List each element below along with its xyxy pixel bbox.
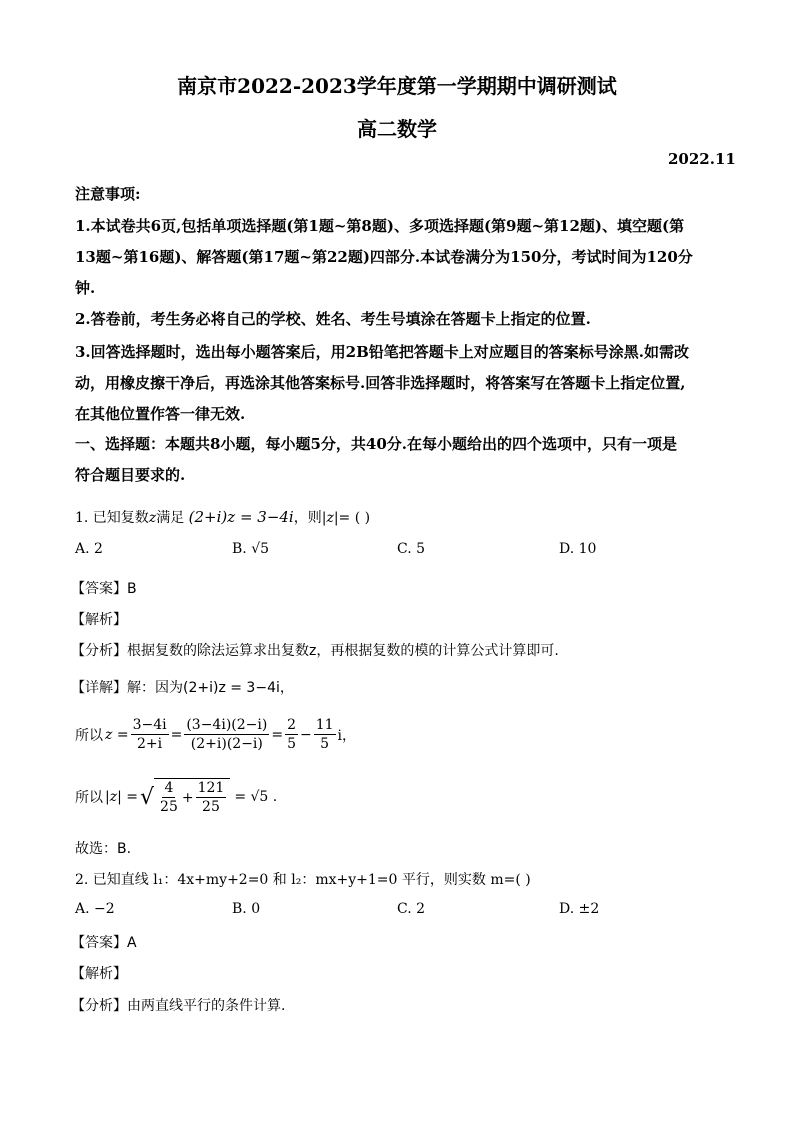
q2-answer [71, 932, 137, 952]
notes-heading: 注意事项: [75, 185, 141, 203]
q1-step2-tail: = √5 . [234, 789, 278, 805]
exam-subtitle: 高二数学 [357, 117, 437, 141]
note-3-line-1: 3.回答选择题时，选出每小题答案后，用2B铅笔把答题卡上对应题目的答案标号涂黑.如需改 [75, 343, 690, 361]
q1-answer-label: 【答案】 [71, 581, 127, 597]
q1-fenxi-text: 根据复数的除法运算求出复数z，再根据复数的模的计算公式计算即可. [127, 643, 559, 659]
q1-step1-frac-2-den: (2+i)(2−i) [190, 736, 263, 752]
q1-step1-frac-2 [184, 716, 269, 753]
q2-answer-value: A [127, 935, 137, 951]
section-1-line-1: 一、选择题：本题共8小题，每小题5分，共40分.在每小题给出的四个选项中，只有一项是 [75, 435, 677, 453]
q1-step1-frac-4 [314, 716, 336, 753]
note-3-line-2: 动，用橡皮擦干净后，再选涂其他答案标号.回答非选择题时，将答案写在答题卡上指定位置, [75, 374, 686, 392]
q1-step2-frac-2-den: 25 [202, 799, 220, 815]
q1-conclusion: 故选：B. [75, 841, 132, 857]
question-2-stem: 2. 已知直线 l₁：4x+my+2=0 和 l₂：mx+y+1=0 平行，则实数 m=( ) [75, 872, 531, 888]
note-1-line-1: 1.本试卷共6页,包括单项选择题(第1题~第8题)、多项选择题(第9题~第12题)、填空题(第 [75, 217, 685, 235]
q1-step2-frac-2-num: 121 [197, 780, 225, 796]
q1-step2-frac-1-num: 4 [164, 780, 174, 796]
q2-option-c: C. 2 [397, 901, 426, 917]
q2-option-a: A. −2 [75, 901, 115, 917]
q1-step1-frac-4-den: 5 [320, 736, 330, 752]
note-2: 2.答卷前，考生务必将自己的学校、姓名、考生号填涂在答题卡上指定的位置. [75, 310, 591, 328]
q2-fenxi-text: 由两直线平行的条件计算. [127, 998, 286, 1014]
q1-answer [71, 578, 137, 598]
q1-step1-frac-1-den: 2+i [137, 736, 163, 752]
q1-step1-minus: − [299, 726, 312, 743]
exam-date: 2022.11 [668, 150, 736, 168]
q1-option-c: C. 5 [397, 541, 426, 557]
q1-option-b: B. √5 [232, 541, 270, 557]
q2-option-b: B. 0 [232, 901, 261, 917]
q1-step1-frac-2-num: (3−4i)(2−i) [186, 717, 268, 733]
q1-step1-frac-1-num: 3−4i [132, 717, 167, 733]
q2-analysis-label: 【解析】 [71, 966, 127, 982]
q1-step2-prefix: 所以 [75, 790, 103, 806]
q1-step-2: 所以 |z| = √ $\frac{4}{25}$ + $\frac{121}{25}$ = √5 . [75, 780, 278, 815]
exam-title: 南京市2022-2023学年度第一学期期中调研测试 [177, 74, 617, 98]
q1-abs: |z| [321, 510, 339, 526]
note-1-line-3: 钟. [75, 279, 96, 297]
q2-answer-label: 【答案】 [71, 935, 127, 951]
q1-step1-tail: i， [337, 727, 357, 744]
note-3-line-3: 在其他位置作答一律无效. [75, 405, 246, 423]
q1-step1-frac-3-num: 2 [287, 717, 296, 733]
q1-stem-end: = ( ) [338, 510, 371, 526]
q1-fenxi-label: 【分析】 [71, 643, 127, 659]
q1-step1-frac-4-num: 11 [315, 717, 334, 733]
q1-step2-frac-1 [158, 779, 180, 816]
q1-step2-abs: |z| = [105, 789, 138, 805]
q1-stem-prefix: 1. 已知复数 [75, 510, 149, 526]
q1-var: z [148, 510, 157, 526]
q1-step1-z: z = [105, 726, 129, 743]
q1-analysis-label: 【解析】 [71, 612, 127, 628]
q2-fenxi [71, 995, 285, 1015]
section-1-line-2: 符合题目要求的. [75, 466, 186, 484]
q1-detail [71, 677, 294, 697]
q1-step2-radicand [154, 778, 230, 816]
q1-stem-suffix: ，则 [293, 510, 322, 526]
note-1-line-2: 13题~第16题)、解答题(第17题~第22题)四部分.本试卷满分为150分，考试时间为120分 [75, 248, 693, 266]
q1-step2-frac-1-den: 25 [160, 799, 178, 815]
q1-equation: (2+i)z = 3−4i [188, 508, 294, 526]
q2-option-d: D. ±2 [559, 901, 600, 917]
q1-detail-text: 解：因为(2+i)z = 3−4i， [127, 680, 294, 696]
q1-step1-frac-3-den: 5 [287, 736, 296, 752]
q1-step-1: 所以 z = $\frac{3-4i}{2+i}$ = $\frac{(3-4i)(2-i)}{(2+i)(2-i)}$ = $\frac{2}{5}$ − $\frac{11}{5}$ i， [75, 717, 357, 752]
q1-step2-plus: + [181, 789, 194, 806]
q1-step2-frac-2 [196, 779, 227, 816]
q1-fenxi [71, 640, 559, 660]
question-1-stem [75, 507, 370, 527]
q1-option-a: A. 2 [75, 541, 103, 557]
q1-step1-frac-3 [285, 716, 298, 753]
q1-answer-value: B [127, 581, 137, 597]
q1-step1-prefix: 所以 [75, 727, 103, 744]
q1-stem-mid: 满足 [156, 510, 185, 526]
q1-option-d: D. 10 [559, 541, 597, 557]
q2-fenxi-label: 【分析】 [71, 998, 127, 1014]
q1-step1-frac-1 [131, 716, 169, 753]
q1-detail-label: 【详解】 [71, 680, 127, 696]
